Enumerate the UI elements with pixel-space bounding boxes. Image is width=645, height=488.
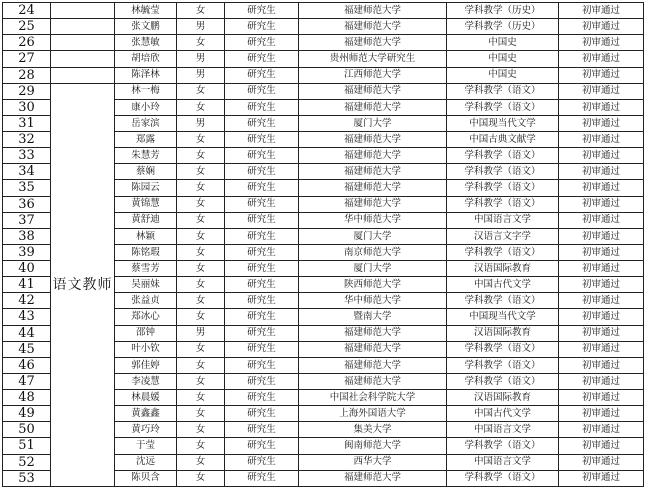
result-cell: 初审通过 bbox=[559, 35, 644, 51]
result-cell: 初审通过 bbox=[559, 341, 644, 357]
result-cell: 初审通过 bbox=[559, 99, 644, 115]
result-cell: 初审通过 bbox=[559, 422, 644, 438]
school-cell: 福建师范大学 bbox=[299, 132, 447, 148]
gender-cell: 男 bbox=[177, 115, 225, 131]
gender-cell: 女 bbox=[177, 244, 225, 260]
education-cell: 研究生 bbox=[225, 357, 299, 373]
result-cell: 初审通过 bbox=[559, 309, 644, 325]
education-cell: 研究生 bbox=[225, 180, 299, 196]
education-cell: 研究生 bbox=[225, 99, 299, 115]
row-number: 46 bbox=[3, 357, 51, 373]
result-cell: 初审通过 bbox=[559, 164, 644, 180]
education-cell: 研究生 bbox=[225, 19, 299, 35]
major-cell: 学科教学（语文） bbox=[447, 438, 559, 454]
result-cell: 初审通过 bbox=[559, 212, 644, 228]
education-cell: 研究生 bbox=[225, 293, 299, 309]
education-cell: 研究生 bbox=[225, 309, 299, 325]
name-cell: 岳家滨 bbox=[115, 115, 177, 131]
major-cell: 中国语言文学 bbox=[447, 212, 559, 228]
name-cell: 黄锦慧 bbox=[115, 196, 177, 212]
name-cell: 邵钟 bbox=[115, 325, 177, 341]
education-cell: 研究生 bbox=[225, 3, 299, 19]
gender-cell: 女 bbox=[177, 438, 225, 454]
result-cell: 初审通过 bbox=[559, 438, 644, 454]
row-number: 31 bbox=[3, 115, 51, 131]
education-cell: 研究生 bbox=[225, 325, 299, 341]
major-cell: 学科教学（语文） bbox=[447, 99, 559, 115]
major-cell: 中国古代文学 bbox=[447, 277, 559, 293]
major-cell: 汉语国际教育 bbox=[447, 261, 559, 277]
school-cell: 江西师范大学 bbox=[299, 67, 447, 83]
school-cell: 福建师范大学 bbox=[299, 164, 447, 180]
gender-cell: 女 bbox=[177, 196, 225, 212]
major-cell: 中国史 bbox=[447, 35, 559, 51]
result-cell: 初审通过 bbox=[559, 51, 644, 67]
education-cell: 研究生 bbox=[225, 148, 299, 164]
education-cell: 研究生 bbox=[225, 196, 299, 212]
gender-cell: 女 bbox=[177, 293, 225, 309]
education-cell: 研究生 bbox=[225, 83, 299, 99]
name-cell: 沈远 bbox=[115, 454, 177, 470]
name-cell: 于莹 bbox=[115, 438, 177, 454]
school-cell: 福建师范大学 bbox=[299, 470, 447, 486]
gender-cell: 女 bbox=[177, 454, 225, 470]
school-cell: 厦门大学 bbox=[299, 228, 447, 244]
education-cell: 研究生 bbox=[225, 67, 299, 83]
name-cell: 黄舒迪 bbox=[115, 212, 177, 228]
school-cell: 厦门大学 bbox=[299, 261, 447, 277]
result-cell: 初审通过 bbox=[559, 196, 644, 212]
subject-cell bbox=[51, 19, 115, 35]
major-cell: 学科教学（语文） bbox=[447, 148, 559, 164]
school-cell: 厦门大学 bbox=[299, 115, 447, 131]
gender-cell: 男 bbox=[177, 67, 225, 83]
major-cell: 汉语言文字学 bbox=[447, 228, 559, 244]
gender-cell: 女 bbox=[177, 212, 225, 228]
education-cell: 研究生 bbox=[225, 212, 299, 228]
result-cell: 初审通过 bbox=[559, 132, 644, 148]
name-cell: 林晨媛 bbox=[115, 390, 177, 406]
name-cell: 张慧敏 bbox=[115, 35, 177, 51]
major-cell: 学科教学（语文） bbox=[447, 293, 559, 309]
gender-cell: 女 bbox=[177, 228, 225, 244]
name-cell: 陈园云 bbox=[115, 180, 177, 196]
major-cell: 中国史 bbox=[447, 51, 559, 67]
row-number: 39 bbox=[3, 244, 51, 260]
school-cell: 福建师范大学 bbox=[299, 357, 447, 373]
result-cell: 初审通过 bbox=[559, 148, 644, 164]
result-cell: 初审通过 bbox=[559, 19, 644, 35]
major-cell: 学科教学（语文） bbox=[447, 244, 559, 260]
name-cell: 朱慧芳 bbox=[115, 148, 177, 164]
row-number: 51 bbox=[3, 438, 51, 454]
major-cell: 学科教学（语文） bbox=[447, 470, 559, 486]
row-number: 43 bbox=[3, 309, 51, 325]
major-cell: 中国现当代文学 bbox=[447, 309, 559, 325]
table-body bbox=[3, 3, 644, 487]
gender-cell: 男 bbox=[177, 19, 225, 35]
table-row bbox=[3, 67, 644, 83]
row-number: 45 bbox=[3, 341, 51, 357]
gender-cell: 女 bbox=[177, 180, 225, 196]
subject-cell bbox=[51, 67, 115, 83]
major-cell: 中国史 bbox=[447, 67, 559, 83]
name-cell: 叶小钦 bbox=[115, 341, 177, 357]
subject-group-label: 语文教师 bbox=[51, 83, 115, 486]
row-number: 35 bbox=[3, 180, 51, 196]
gender-cell: 女 bbox=[177, 277, 225, 293]
major-cell: 中国古典文献学 bbox=[447, 132, 559, 148]
major-cell: 学科教学（语文） bbox=[447, 373, 559, 389]
education-cell: 研究生 bbox=[225, 244, 299, 260]
result-cell: 初审通过 bbox=[559, 325, 644, 341]
row-number: 38 bbox=[3, 228, 51, 244]
school-cell: 中国社会科学院大学 bbox=[299, 390, 447, 406]
education-cell: 研究生 bbox=[225, 390, 299, 406]
gender-cell: 女 bbox=[177, 3, 225, 19]
name-cell: 胡培欣 bbox=[115, 51, 177, 67]
gender-cell: 女 bbox=[177, 390, 225, 406]
major-cell: 学科教学（语文） bbox=[447, 357, 559, 373]
name-cell: 张文鹏 bbox=[115, 19, 177, 35]
school-cell: 贵州师范大学研究生 bbox=[299, 51, 447, 67]
row-number: 48 bbox=[3, 390, 51, 406]
name-cell: 李凌慧 bbox=[115, 373, 177, 389]
row-number: 50 bbox=[3, 422, 51, 438]
table-row bbox=[3, 35, 644, 51]
name-cell: 吴丽妹 bbox=[115, 277, 177, 293]
education-cell: 研究生 bbox=[225, 261, 299, 277]
major-cell: 学科教学（语文） bbox=[447, 164, 559, 180]
major-cell: 学科教学（语文） bbox=[447, 341, 559, 357]
row-number: 36 bbox=[3, 196, 51, 212]
school-cell: 福建师范大学 bbox=[299, 148, 447, 164]
school-cell: 华中师范大学 bbox=[299, 212, 447, 228]
gender-cell: 男 bbox=[177, 51, 225, 67]
major-cell: 中国古代文学 bbox=[447, 406, 559, 422]
name-cell: 张益贞 bbox=[115, 293, 177, 309]
major-cell: 学科教学（历史） bbox=[447, 19, 559, 35]
row-number: 25 bbox=[3, 19, 51, 35]
major-cell: 学科教学（语文） bbox=[447, 196, 559, 212]
name-cell: 郑露 bbox=[115, 132, 177, 148]
name-cell: 蔡雪芳 bbox=[115, 261, 177, 277]
school-cell: 陕西师范大学 bbox=[299, 277, 447, 293]
education-cell: 研究生 bbox=[225, 438, 299, 454]
row-number: 44 bbox=[3, 325, 51, 341]
gender-cell: 女 bbox=[177, 309, 225, 325]
result-cell: 初审通过 bbox=[559, 228, 644, 244]
row-number: 53 bbox=[3, 470, 51, 486]
school-cell: 福建师范大学 bbox=[299, 325, 447, 341]
subject-cell bbox=[51, 51, 115, 67]
table-row bbox=[3, 19, 644, 35]
education-cell: 研究生 bbox=[225, 406, 299, 422]
school-cell: 福建师范大学 bbox=[299, 19, 447, 35]
row-number: 26 bbox=[3, 35, 51, 51]
name-cell: 林颖 bbox=[115, 228, 177, 244]
education-cell: 研究生 bbox=[225, 35, 299, 51]
name-cell: 黄鑫鑫 bbox=[115, 406, 177, 422]
major-cell: 学科教学（历史） bbox=[447, 3, 559, 19]
gender-cell: 女 bbox=[177, 148, 225, 164]
table-row bbox=[3, 83, 644, 99]
major-cell: 中国语言文学 bbox=[447, 422, 559, 438]
row-number: 41 bbox=[3, 277, 51, 293]
gender-cell: 女 bbox=[177, 422, 225, 438]
candidate-table bbox=[2, 2, 644, 487]
result-cell: 初审通过 bbox=[559, 180, 644, 196]
school-cell: 福建师范大学 bbox=[299, 83, 447, 99]
result-cell: 初审通过 bbox=[559, 3, 644, 19]
name-cell: 林一梅 bbox=[115, 83, 177, 99]
row-number: 49 bbox=[3, 406, 51, 422]
row-number: 30 bbox=[3, 99, 51, 115]
school-cell: 西华大学 bbox=[299, 454, 447, 470]
subject-cell bbox=[51, 3, 115, 19]
gender-cell: 男 bbox=[177, 325, 225, 341]
name-cell: 郑冰心 bbox=[115, 309, 177, 325]
school-cell: 福建师范大学 bbox=[299, 3, 447, 19]
row-number: 47 bbox=[3, 373, 51, 389]
result-cell: 初审通过 bbox=[559, 293, 644, 309]
name-cell: 黄巧玲 bbox=[115, 422, 177, 438]
result-cell: 初审通过 bbox=[559, 244, 644, 260]
gender-cell: 女 bbox=[177, 132, 225, 148]
school-cell: 集美大学 bbox=[299, 422, 447, 438]
school-cell: 闽南师范大学 bbox=[299, 438, 447, 454]
name-cell: 蔡娴 bbox=[115, 164, 177, 180]
education-cell: 研究生 bbox=[225, 164, 299, 180]
school-cell: 暨南大学 bbox=[299, 309, 447, 325]
major-cell: 中国现当代文学 bbox=[447, 115, 559, 131]
result-cell: 初审通过 bbox=[559, 277, 644, 293]
table-row bbox=[3, 51, 644, 67]
result-cell: 初审通过 bbox=[559, 115, 644, 131]
result-cell: 初审通过 bbox=[559, 67, 644, 83]
result-cell: 初审通过 bbox=[559, 406, 644, 422]
row-number: 52 bbox=[3, 454, 51, 470]
major-cell: 中国语言文学 bbox=[447, 454, 559, 470]
gender-cell: 女 bbox=[177, 357, 225, 373]
gender-cell: 女 bbox=[177, 83, 225, 99]
school-cell: 南京师范大学 bbox=[299, 244, 447, 260]
row-number: 34 bbox=[3, 164, 51, 180]
row-number: 33 bbox=[3, 148, 51, 164]
education-cell: 研究生 bbox=[225, 51, 299, 67]
row-number: 37 bbox=[3, 212, 51, 228]
name-cell: 陈泽林 bbox=[115, 67, 177, 83]
result-cell: 初审通过 bbox=[559, 373, 644, 389]
major-cell: 学科教学（语文） bbox=[447, 180, 559, 196]
result-cell: 初审通过 bbox=[559, 83, 644, 99]
row-number: 27 bbox=[3, 51, 51, 67]
table-row bbox=[3, 3, 644, 19]
name-cell: 陈铭瑕 bbox=[115, 244, 177, 260]
result-cell: 初审通过 bbox=[559, 454, 644, 470]
school-cell: 福建师范大学 bbox=[299, 99, 447, 115]
name-cell: 陈贝含 bbox=[115, 470, 177, 486]
name-cell: 林毓莹 bbox=[115, 3, 177, 19]
school-cell: 福建师范大学 bbox=[299, 35, 447, 51]
row-number: 40 bbox=[3, 261, 51, 277]
row-number: 29 bbox=[3, 83, 51, 99]
gender-cell: 女 bbox=[177, 164, 225, 180]
gender-cell: 女 bbox=[177, 99, 225, 115]
major-cell: 学科教学（语文） bbox=[447, 83, 559, 99]
education-cell: 研究生 bbox=[225, 228, 299, 244]
subject-cell bbox=[51, 35, 115, 51]
school-cell: 福建师范大学 bbox=[299, 373, 447, 389]
row-number: 28 bbox=[3, 67, 51, 83]
gender-cell: 女 bbox=[177, 341, 225, 357]
row-number: 32 bbox=[3, 132, 51, 148]
gender-cell: 女 bbox=[177, 261, 225, 277]
education-cell: 研究生 bbox=[225, 115, 299, 131]
result-cell: 初审通过 bbox=[559, 261, 644, 277]
result-cell: 初审通过 bbox=[559, 390, 644, 406]
school-cell: 上海外国语大学 bbox=[299, 406, 447, 422]
school-cell: 福建师范大学 bbox=[299, 180, 447, 196]
school-cell: 华中师范大学 bbox=[299, 293, 447, 309]
gender-cell: 女 bbox=[177, 406, 225, 422]
result-cell: 初审通过 bbox=[559, 357, 644, 373]
school-cell: 福建师范大学 bbox=[299, 341, 447, 357]
education-cell: 研究生 bbox=[225, 341, 299, 357]
education-cell: 研究生 bbox=[225, 470, 299, 486]
gender-cell: 女 bbox=[177, 35, 225, 51]
education-cell: 研究生 bbox=[225, 373, 299, 389]
gender-cell: 女 bbox=[177, 470, 225, 486]
major-cell: 汉语国际教育 bbox=[447, 390, 559, 406]
education-cell: 研究生 bbox=[225, 277, 299, 293]
row-number: 42 bbox=[3, 293, 51, 309]
gender-cell: 女 bbox=[177, 373, 225, 389]
name-cell: 郭佳婷 bbox=[115, 357, 177, 373]
major-cell: 汉语国际教育 bbox=[447, 325, 559, 341]
education-cell: 研究生 bbox=[225, 422, 299, 438]
education-cell: 研究生 bbox=[225, 454, 299, 470]
school-cell: 福建师范大学 bbox=[299, 196, 447, 212]
name-cell: 康小玲 bbox=[115, 99, 177, 115]
result-cell: 初审通过 bbox=[559, 470, 644, 486]
education-cell: 研究生 bbox=[225, 132, 299, 148]
row-number: 24 bbox=[3, 3, 51, 19]
